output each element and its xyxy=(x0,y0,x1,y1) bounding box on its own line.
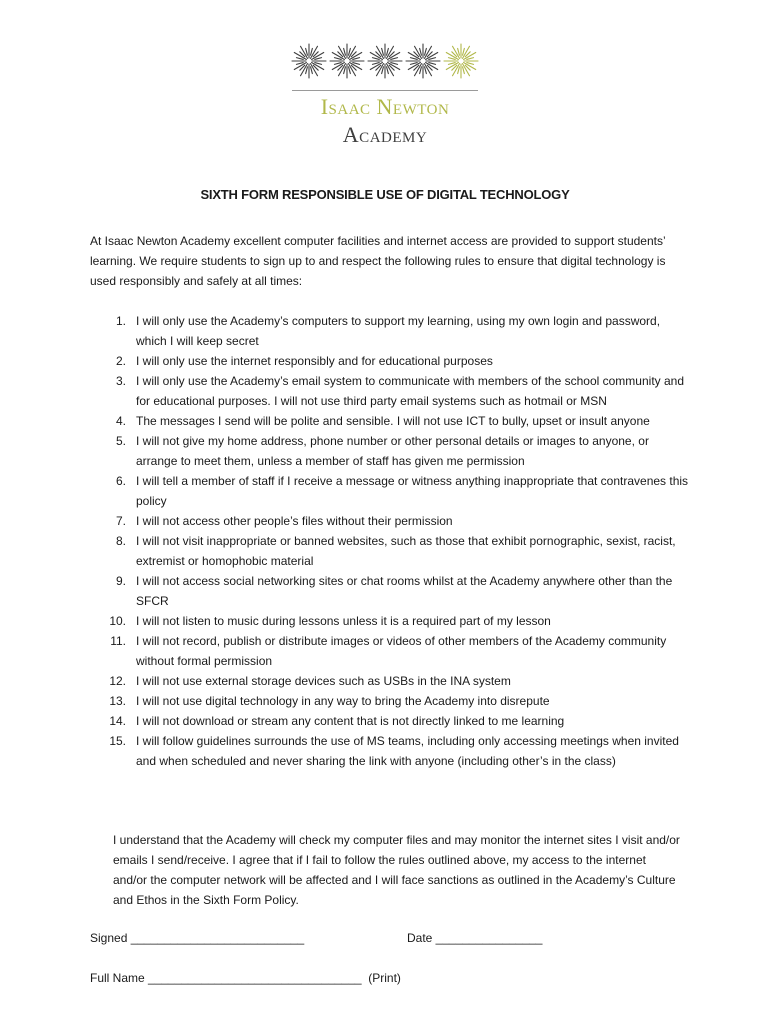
rule-item xyxy=(90,671,690,691)
rule-text: I will not access social networking sites or chat rooms whilst at the Academy anywhere other than the SFCR xyxy=(136,574,673,608)
rule-item xyxy=(90,571,690,611)
rule-number: 6. xyxy=(115,474,126,488)
starburst-logo-icon xyxy=(290,40,482,82)
rule-text: I will tell a member of staff if I receive a message or witness anything inappropriate that contravenes this policy xyxy=(136,474,689,508)
rule-text: I will not download or stream any content that is not directly linked to me learning xyxy=(136,714,565,728)
rule-number: 11. xyxy=(110,634,126,648)
rule-item xyxy=(90,511,690,531)
rules-list xyxy=(90,311,690,771)
rule-number: 3. xyxy=(115,374,126,388)
rule-number: 9. xyxy=(115,574,126,588)
logo-text-line2: Academy xyxy=(342,122,428,147)
rule-number: 14. xyxy=(109,714,126,728)
rule-item xyxy=(90,531,690,571)
logo-text-line1: Isaac Newton xyxy=(320,94,450,119)
rule-text: I will not visit inappropriate or banned websites, such as those that exhibit pornographic, sexist, racist, extremist or homophobic material xyxy=(136,534,676,568)
document-title: SIXTH FORM RESPONSIBLE USE OF DIGITAL TECHNOLOGY xyxy=(200,187,570,202)
rule-item xyxy=(90,311,690,351)
rule-item xyxy=(90,431,690,471)
intro-paragraph: At Isaac Newton Academy excellent computer facilities and internet access are provided to support students’ learning. We require students to sign up to and respect the following rules to ensure that digital technology is used responsibly and safely at all times: xyxy=(90,234,666,288)
rule-number: 1. xyxy=(115,314,126,328)
rule-number: 10. xyxy=(109,614,126,628)
rule-item xyxy=(90,471,690,511)
rule-number: 2. xyxy=(115,354,126,368)
rule-text: I will not listen to music during lessons unless it is a required part of my lesson xyxy=(136,614,551,628)
rule-item xyxy=(90,351,690,371)
rule-text: I will not give my home address, phone number or other personal details or images to anyone, or arrange to meet them, unless a member of staff has given me permission xyxy=(136,434,649,468)
rule-text: I will not record, publish or distribute images or videos of other members of the Academy community without formal permission xyxy=(136,634,667,668)
full-name-field[interactable]: Full Name ________________________________ (Print) xyxy=(90,971,401,985)
rule-number: 5. xyxy=(115,434,126,448)
rule-text: I will only use the Academy’s email system to communicate with members of the school community and for educational purposes. I will not use third party email systems such as hotmail or MSN xyxy=(136,374,685,408)
signed-field[interactable]: Signed __________________________ xyxy=(90,931,305,945)
rule-item xyxy=(90,691,690,711)
rule-number: 13. xyxy=(109,694,126,708)
starburst-icon xyxy=(330,44,364,78)
rule-item xyxy=(90,631,690,671)
rule-item xyxy=(90,711,690,731)
starburst-icon xyxy=(406,44,440,78)
rule-text: I will not use external storage devices such as USBs in the INA system xyxy=(136,674,511,688)
rule-number: 15. xyxy=(109,734,126,748)
rule-item xyxy=(90,611,690,631)
closing-paragraph: I understand that the Academy will check my computer files and may monitor the internet sites I visit and/or emails I send/receive. I agree that if I fail to follow the rules outlined above, my access to the internet and/or the computer network will be affected and I will face sanctions as outlined in the Academy’s Culture and Ethos in the Sixth Form Policy. xyxy=(113,833,680,907)
starburst-icon xyxy=(292,44,326,78)
rule-text: I will not use digital technology in any way to bring the Academy into disrepute xyxy=(136,694,550,708)
rule-number: 7. xyxy=(115,514,126,528)
academy-logo xyxy=(0,40,770,152)
starburst-icon xyxy=(444,44,478,78)
rule-item xyxy=(90,731,690,771)
rule-number: 12. xyxy=(109,674,126,688)
rule-text: The messages I send will be polite and sensible. I will not use ICT to bully, upset or insult anyone xyxy=(136,414,650,428)
rule-number: 4. xyxy=(115,414,126,428)
rule-item xyxy=(90,411,690,431)
rule-text: I will only use the Academy’s computers to support my learning, using my own login and password, which I will keep secret xyxy=(136,314,661,348)
rule-item xyxy=(90,371,690,411)
rule-text: I will not access other people’s files without their permission xyxy=(136,514,453,528)
date-field[interactable]: Date ________________ xyxy=(407,931,543,945)
starburst-icon xyxy=(368,44,402,78)
logo-divider xyxy=(292,90,478,91)
rule-text: I will follow guidelines surrounds the use of MS teams, including only accessing meetings when invited and when scheduled and never sharing the link with anyone (including other’s in the class) xyxy=(136,734,679,768)
rule-text: I will only use the internet responsibly and for educational purposes xyxy=(136,354,493,368)
rule-number: 8. xyxy=(115,534,126,548)
